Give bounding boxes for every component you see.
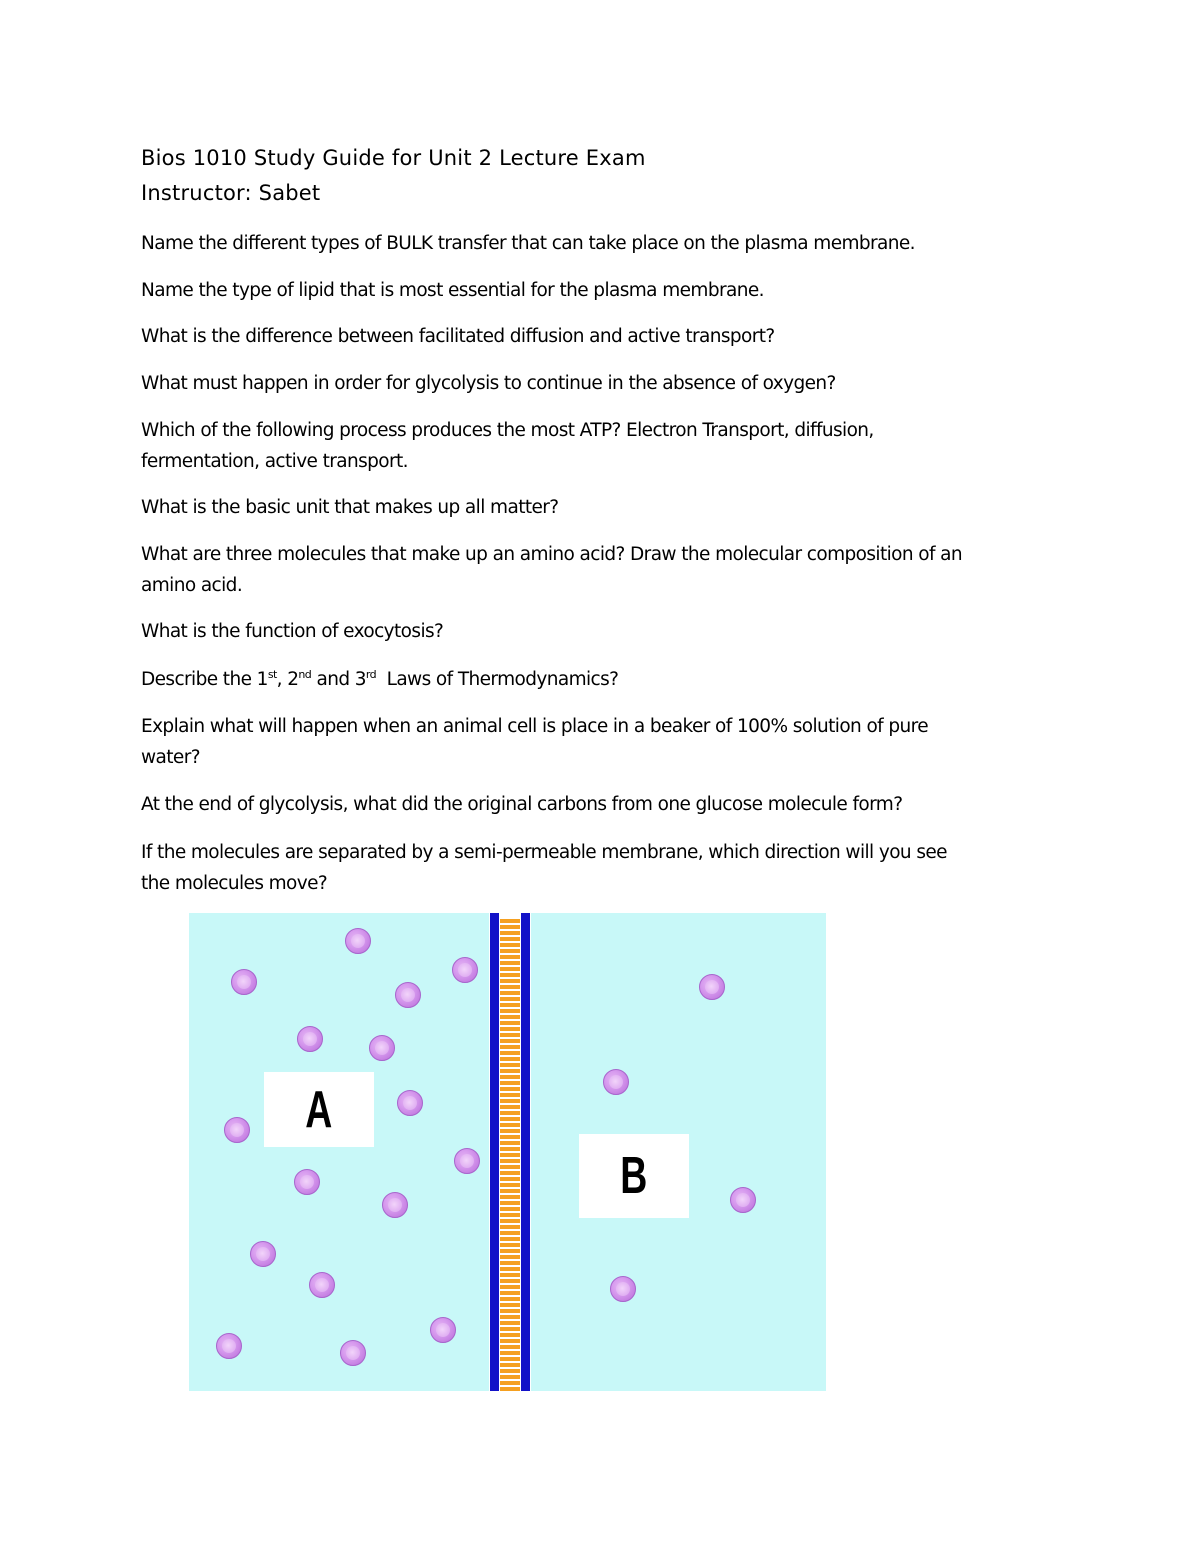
question-10	[141, 711, 1056, 773]
molecule-b	[730, 1187, 756, 1213]
question-4: What must happen in order for glycolysis to continue in the absence of oxygen?	[141, 373, 836, 394]
molecule-b	[610, 1276, 636, 1302]
question-10-line-2: water?	[141, 747, 200, 768]
question-1: Name the different types of BULK transfer that can take place on the plasma membrane.	[141, 233, 915, 254]
question-5-line-2: fermentation, active transport.	[141, 451, 408, 472]
question-9-text-c: and 3	[311, 669, 366, 690]
question-7-line-2: amino acid.	[141, 575, 243, 596]
molecule-a	[294, 1169, 320, 1195]
question-12-line-2: the molecules move?	[141, 873, 328, 894]
question-2: Name the type of lipid that is most essential for the plasma membrane.	[141, 280, 764, 301]
question-3: What is the difference between facilitated diffusion and active transport?	[141, 326, 775, 347]
label-b: B	[620, 1147, 648, 1205]
superscript-st: st	[267, 668, 277, 681]
question-6: What is the basic unit that makes up all matter?	[141, 497, 559, 518]
molecule-a	[369, 1035, 395, 1061]
question-12	[141, 837, 1056, 899]
molecule-a	[224, 1117, 250, 1143]
question-10-line-1: Explain what will happen when an animal cell is place in a beaker of 100% solution of pure	[141, 716, 929, 737]
molecule-a	[452, 957, 478, 983]
document-title: Bios 1010 Study Guide for Unit 2 Lecture Exam	[141, 146, 646, 170]
question-9	[141, 664, 1056, 695]
diffusion-diagram	[189, 913, 826, 1391]
molecule-a	[345, 928, 371, 954]
molecule-a	[382, 1192, 408, 1218]
molecule-a	[297, 1026, 323, 1052]
molecule-a	[309, 1272, 335, 1298]
superscript-rd: rd	[365, 668, 377, 681]
question-5	[141, 415, 1056, 477]
question-8: What is the function of exocytosis?	[141, 621, 444, 642]
question-7-line-1: What are three molecules that make up an amino acid? Draw the molecular composition of an	[141, 544, 963, 565]
molecule-a	[216, 1333, 242, 1359]
label-a: A	[305, 1080, 333, 1139]
molecule-a	[250, 1241, 276, 1267]
question-5-line-1: Which of the following process produces the most ATP? Electron Transport, diffusion,	[141, 420, 874, 441]
question-12-line-1: If the molecules are separated by a semi-permeable membrane, which direction will you see	[141, 842, 947, 863]
question-9-text-b: , 2	[276, 669, 299, 690]
molecule-b	[699, 974, 725, 1000]
semi-permeable-membrane	[489, 913, 531, 1391]
instructor-line: Instructor: Sabet	[141, 181, 321, 205]
label-a-box	[264, 1072, 374, 1147]
molecule-a	[231, 969, 257, 995]
question-9-text-d: Laws of Thermodynamics?	[376, 669, 619, 690]
label-b-box	[579, 1134, 689, 1218]
molecule-b	[603, 1069, 629, 1095]
molecule-a	[395, 982, 421, 1008]
superscript-nd: nd	[298, 668, 312, 681]
molecule-a	[454, 1148, 480, 1174]
molecule-a	[397, 1090, 423, 1116]
molecule-a	[430, 1317, 456, 1343]
question-7	[141, 539, 1056, 601]
question-9-text-a: Describe the 1	[141, 669, 268, 690]
molecule-a	[340, 1340, 366, 1366]
question-11: At the end of glycolysis, what did the original carbons from one glucose molecule form?	[141, 794, 903, 815]
